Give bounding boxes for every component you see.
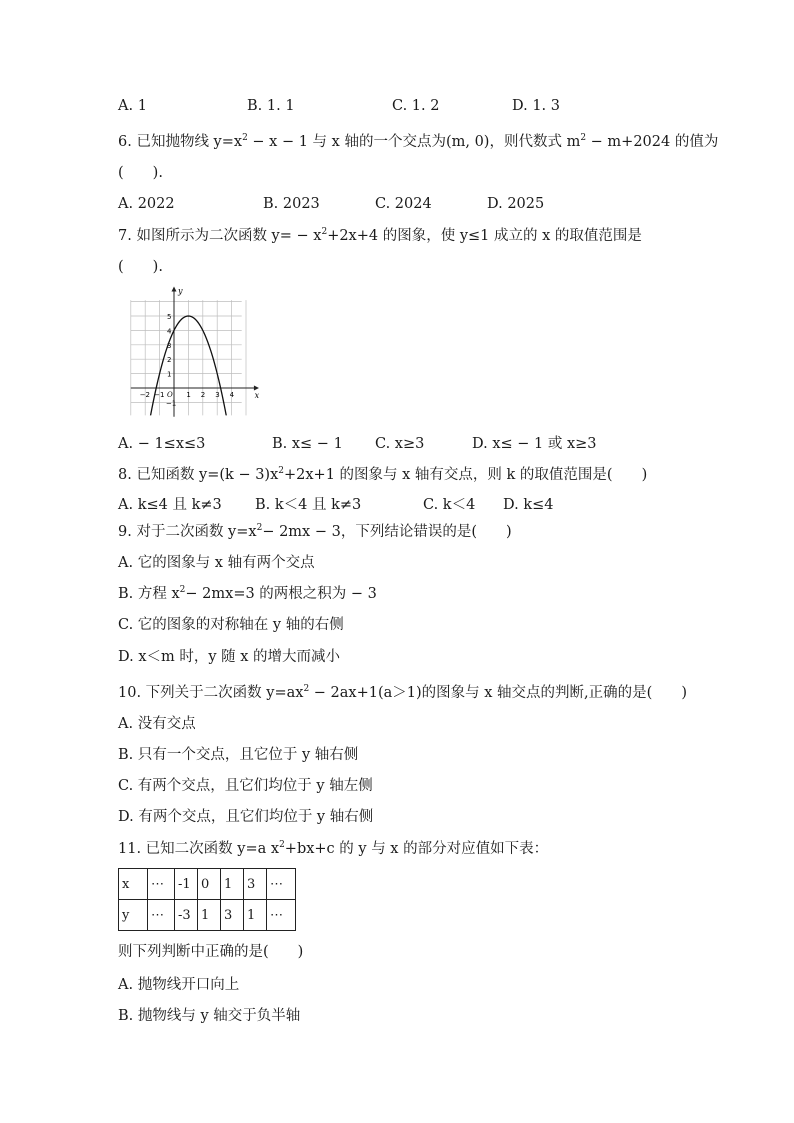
q6-stem-part1: 6. 已知抛物线 y=x <box>118 134 243 150</box>
q5-option-c: C. 1. 2 <box>392 98 440 114</box>
q7-option-d: D. x≤ − 1 或 x≥3 <box>472 436 597 452</box>
q7-stem-part1: 7. 如图所示为二次函数 y= − x <box>118 228 322 244</box>
y-tick-label: 5 <box>167 313 172 321</box>
q5-option-b: B. 1. 1 <box>247 98 295 114</box>
q8-stem-part1: 8. 已知函数 y=(k − 3)x <box>118 467 279 483</box>
q10-option-a: A. 没有交点 <box>118 716 196 732</box>
q10-stem <box>118 683 687 703</box>
table-cell: 1 <box>244 900 267 931</box>
q9-option-a: A. 它的图象与 x 轴有两个交点 <box>118 555 315 571</box>
table-cell: 3 <box>221 900 244 931</box>
q10-option-c: C. 有两个交点，且它们均位于 y 轴左侧 <box>118 778 373 794</box>
q8-superscript: 2 <box>278 466 284 476</box>
origin-label: O <box>167 391 173 399</box>
y-tick-label: 1 <box>167 370 172 379</box>
q5-option-a: A. 1 <box>118 98 147 114</box>
y-axis-arrow <box>172 286 177 291</box>
x-tick-label: 4 <box>229 391 235 399</box>
table-cell: ⋯ <box>267 869 296 900</box>
q8-option-a: A. k≤4 且 k≠3 <box>118 497 222 513</box>
y-tick-label: 4 <box>167 327 172 336</box>
y-tick-label: 2 <box>167 356 172 365</box>
q11-value-table <box>118 868 296 931</box>
x-tick-label: 3 <box>215 391 220 399</box>
x-tick-label: −2 <box>139 391 151 399</box>
table-row <box>119 869 296 900</box>
x-axis-arrow <box>254 386 259 391</box>
q8-option-b: B. k＜4 且 k≠3 <box>255 497 362 513</box>
q6-superscript-1: 2 <box>242 133 248 143</box>
table-cell: 1 <box>198 900 221 931</box>
q11-option-a: A. 抛物线开口向上 <box>118 977 240 993</box>
q7-superscript: 2 <box>321 227 328 237</box>
q7-option-a: A. − 1≤x≤3 <box>118 436 206 452</box>
q11-option-b: B. 抛物线与 y 轴交于负半轴 <box>118 1008 301 1024</box>
x-tick-label: 2 <box>200 391 206 399</box>
table-cell: ⋯ <box>267 900 296 931</box>
y-tick-label: −1 <box>166 399 177 408</box>
q8-stem-part2: +2x+1 的图象与 x 轴有交点，则 k 的取值范围是( ) <box>284 467 648 483</box>
table-cell: -1 <box>175 869 198 900</box>
table-cell: 3 <box>244 869 267 900</box>
q9-option-d: D. x＜m 时，y 随 x 的增大而减小 <box>118 649 341 665</box>
q7-parabola-graph <box>118 284 260 420</box>
q9-option-b-superscript: 2 <box>179 585 186 595</box>
q11-stem-part2: +bx+c 的 y 与 x 的部分对应值如下表： <box>284 841 549 857</box>
q9-stem <box>118 522 512 542</box>
table-cell: 0 <box>198 869 221 900</box>
q11-stem <box>118 839 548 859</box>
q9-superscript: 2 <box>256 523 263 533</box>
q7-option-b: B. x≤ − 1 <box>272 436 343 452</box>
q7-stem-part2: +2x+4 的图象，使 y≤1 成立的 x 的取值范围是 <box>327 228 642 244</box>
q7-option-c: C. x≥3 <box>375 436 425 452</box>
q8-stem <box>118 465 647 485</box>
table-row <box>119 900 296 931</box>
q9-option-c: C. 它的图象的对称轴在 y 轴的右侧 <box>118 617 344 633</box>
q9-stem-part1: 9. 对于二次函数 y=x <box>118 524 257 540</box>
q6-option-b: B. 2023 <box>263 196 320 212</box>
q6-option-a: A. 2022 <box>118 196 175 212</box>
q9-option-b <box>118 584 377 604</box>
q6-option-c: C. 2024 <box>375 196 432 212</box>
q6-stem-part2: − x − 1 与 x 轴的一个交点为(m, 0)，则代数式 m <box>247 134 581 150</box>
table-cell: x <box>119 869 148 900</box>
q9-stem-part2: − 2mx − 3，下列结论错误的是( ) <box>262 524 512 540</box>
q5-option-d: D. 1. 3 <box>512 98 560 114</box>
q6-stem <box>118 132 718 152</box>
table-cell: ⋯ <box>148 900 175 931</box>
q6-superscript-2: 2 <box>580 133 587 143</box>
q7-blank: ( ). <box>118 259 163 275</box>
q6-option-d: D. 2025 <box>487 196 545 212</box>
q11-stem-part1: 11. 已知二次函数 y=a x <box>118 841 280 857</box>
q8-option-c: C. k＜4 <box>423 497 476 513</box>
q8-option-d: D. k≤4 <box>503 497 554 513</box>
q10-stem-part1: 10. 下列关于二次函数 y=ax <box>118 685 304 701</box>
table-cell: y <box>119 900 148 931</box>
q6-blank: ( ). <box>118 165 163 181</box>
q7-stem <box>118 226 642 246</box>
table-cell: 1 <box>221 869 244 900</box>
table-cell: ⋯ <box>148 869 175 900</box>
table-cell: -3 <box>175 900 198 931</box>
q10-superscript: 2 <box>303 684 310 694</box>
q9-option-b-part2: − 2mx=3 的两根之积为 − 3 <box>185 586 377 602</box>
q10-option-b: B. 只有一个交点，且它位于 y 轴右侧 <box>118 747 359 763</box>
q10-option-d: D. 有两个交点，且它们均位于 y 轴右侧 <box>118 809 374 825</box>
x-tick-label: 1 <box>186 391 191 399</box>
q11-superscript: 2 <box>279 840 285 850</box>
y-axis-label: y <box>178 286 183 296</box>
x-tick-label: −1 <box>154 391 165 399</box>
q6-stem-part3: − m+2024 的值为 <box>586 134 719 150</box>
y-tick-label: 3 <box>167 341 172 350</box>
x-axis-label: x <box>254 391 260 400</box>
q11-question: 则下列判断中正确的是( ) <box>118 944 304 960</box>
q10-stem-part2: − 2ax+1(a＞1)的图象与 x 轴交点的判断,正确的是( ) <box>309 685 687 701</box>
q9-option-b-part1: B. 方程 x <box>118 586 180 602</box>
